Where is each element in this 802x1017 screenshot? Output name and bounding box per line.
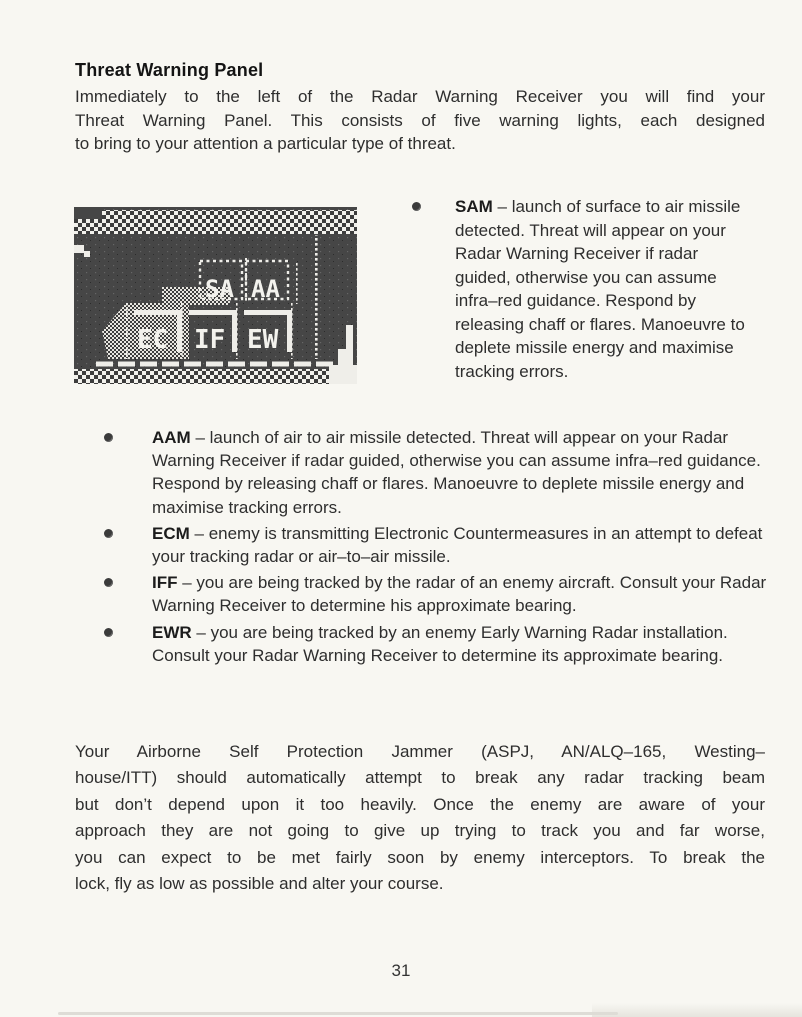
text-line: Your Airborne Self Protection Jammer (ASPJ, AN/ALQ–165, Westing– — [75, 742, 765, 761]
threat-description: – you are being tracked by an enemy Early Warning Radar installation. Consult your Radar Warning Receiver to determine its approximate bearing. — [152, 622, 728, 665]
threat-text — [152, 522, 772, 568]
page-title: Threat Warning Panel — [75, 60, 264, 81]
threat-item-sam — [410, 195, 750, 383]
text-line: Threat Warning Panel. This consists of five warning lights, each designed — [75, 110, 765, 130]
threat-item-iff — [104, 571, 776, 617]
threat-panel-figure — [74, 207, 357, 384]
intro-paragraph — [75, 85, 765, 156]
bullet-icon — [104, 628, 113, 637]
threat-item-ecm — [104, 522, 776, 568]
panel-light-label-if: IF — [194, 325, 226, 355]
figure-top-dither-band — [74, 210, 357, 234]
threat-panel-image — [74, 207, 357, 384]
bullet-icon — [412, 202, 421, 211]
threat-description: – enemy is transmitting Electronic Countermeasures in an attempt to defeat your tracking radar or air–to–air missile. — [152, 523, 763, 567]
threat-text — [152, 426, 772, 519]
threat-code: ECM — [152, 523, 190, 543]
panel-light-label-ew: EW — [247, 325, 279, 355]
threat-text — [455, 195, 749, 383]
text-line: lock, fly as low as possible and alter your course. — [75, 874, 444, 894]
threat-code: EWR — [152, 622, 192, 642]
text-line: you can expect to be met fairly soon by enemy interceptors. To break the — [75, 847, 765, 867]
threat-item-aam — [104, 426, 776, 519]
threat-description: – launch of surface to air missile detected. Threat will appear on your Radar Warning Receiver if radar guided, otherwise you can assume infra–red guidance. Respond by releasing chaff or flares. Manoeuvre to deplete missile energy and maximise tracking errors. — [455, 197, 745, 381]
threat-text — [152, 571, 772, 617]
text-line: Immediately to the left of the Radar Warning Receiver you will find your — [75, 87, 765, 106]
panel-light-label-ec: EC — [137, 325, 169, 355]
bullet-icon — [104, 529, 113, 538]
page-number: 31 — [391, 961, 411, 980]
scan-smudge-artifact — [592, 1003, 802, 1017]
threat-code: AAM — [152, 428, 191, 447]
bullet-icon — [104, 578, 113, 587]
scan-edge-artifact — [58, 1012, 618, 1015]
outro-paragraph — [75, 739, 765, 897]
threat-list — [104, 426, 776, 670]
threat-code: SAM — [455, 197, 493, 216]
bullet-icon — [104, 433, 113, 442]
panel-light-label-sa: SA — [205, 275, 234, 303]
threat-item-ewr — [104, 621, 776, 667]
figure-bottom-dither-band — [74, 369, 357, 384]
text-line: but don’t depend upon it too heavily. Once the enemy are aware of your — [75, 794, 765, 814]
text-line: approach they are not going to give up trying to track you and far worse, — [75, 821, 765, 841]
threat-description: – you are being tracked by the radar of an enemy aircraft. Consult your Radar Warning Receiver to determine his approximate bearing. — [152, 573, 767, 616]
text-line: to bring to your attention a particular type of threat. — [75, 134, 456, 153]
panel-light-label-aa: AA — [251, 275, 280, 303]
threat-text — [152, 621, 772, 667]
threat-description: – launch of air to air missile detected. Threat will appear on your Radar Warning Receiver if radar guided, otherwise you can assume infra–red guidance. Respond by releasing chaff or flares. Manoeuvre to deplete missile energy and maximise tracking errors. — [152, 428, 761, 517]
text-line: house/ITT) should automatically attempt to break any radar tracking beam — [75, 768, 765, 788]
threat-code: IFF — [152, 573, 178, 593]
